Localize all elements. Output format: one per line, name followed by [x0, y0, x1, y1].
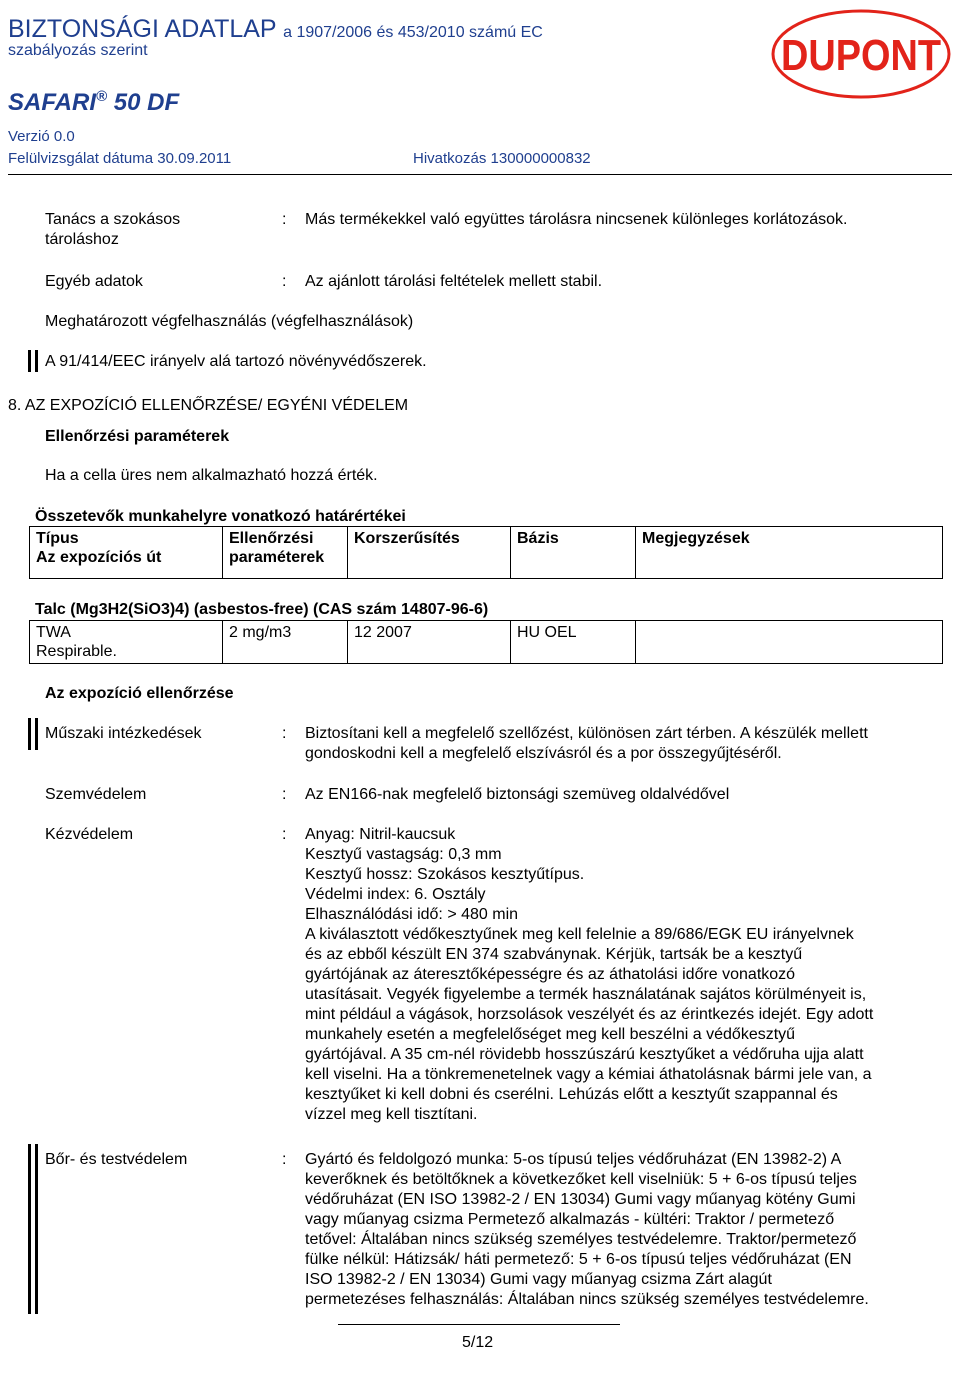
hand-line: vízzel meg kell tisztítani. [305, 1106, 478, 1123]
colon: : [282, 1151, 287, 1168]
hand-protection-value [305, 825, 873, 1125]
storage-advice-value: Más termékekkel való együttes tárolásra nincsenek különleges korlátozások. [305, 211, 848, 228]
revision-bar [35, 350, 38, 372]
engineering-label: Műszaki intézkedések [45, 725, 202, 742]
hand-line: A kiválasztott védőkesztyűnek meg kell felelnie a 89/686/EGK EU irányelvnek [305, 926, 854, 943]
other-data-label: Egyéb adatok [45, 273, 143, 290]
skin-line: tetővel: Általában nincs szükség személyes testvédelemre. Traktor/permetező [305, 1231, 857, 1248]
header-basis: Bázis [511, 527, 636, 579]
skin-line: védőruházat (EN ISO 13982-2 / EN 13034) Gumi vagy műanyag kötény Gumi [305, 1191, 856, 1208]
hand-line: Elhasználódási idő: > 480 min [305, 906, 519, 923]
header-params [223, 527, 348, 579]
specific-uses-text: A 91/414/EEC irányelv alá tartozó növényvédőszerek. [45, 353, 427, 370]
colon: : [282, 211, 287, 228]
version: Verzió 0.0 [8, 128, 75, 145]
colon: : [282, 826, 287, 843]
skin-line: Gyártó és feldolgozó munka: 5-os típusú teljes védőruházat (EN 13982-2) A [305, 1151, 842, 1168]
substance-name: Talc (Mg3H2(SiO3)4) (asbestos-free) (CAS szám 14807-96-6) [35, 601, 489, 618]
storage-advice-label [45, 210, 180, 250]
exposure-control-heading: Az expozíció ellenőrzése [45, 685, 234, 702]
eye-protection-value: Az EN166-nak megfelelő biztonsági szemüveg oldalvédővel [305, 786, 730, 803]
hand-line: Védelmi index: 6. Osztály [305, 886, 486, 903]
section-heading: 8. AZ EXPOZÍCIÓ ELLENŐRZÉSE/ EGYÉNI VÉDELEM [8, 397, 409, 414]
hand-line: kell viselni. Ha a tönkremenetelnek vagy a kémiai áthatolásnak bármi jele van, a [305, 1066, 872, 1083]
engineering-value-line1: Biztosítani kell a megfelelő szellőzést, különösen zárt térben. A készülék mellett [305, 725, 868, 742]
cell-type-line1: TWA [36, 624, 71, 641]
hand-line: Kesztyű hossz: Szokásos kesztyűtípus. [305, 866, 585, 883]
cell-param: 2 mg/m3 [223, 621, 348, 664]
skin-line: vagy műanyag csizma Permetező alkalmazás - kültéri: Traktor / permetező [305, 1211, 835, 1228]
header-params-line1: Ellenőrzési [229, 530, 314, 547]
product-name-main: SAFARI [8, 89, 97, 116]
colon: : [282, 786, 287, 803]
revision-bar [35, 718, 38, 750]
header-divider [8, 174, 952, 175]
product-suffix: 50 DF [113, 89, 180, 116]
hand-line: mint például a vágások, horzsolások veszélyét és az érintkezés idejét. Egy adott [305, 1006, 874, 1023]
colon: : [282, 273, 287, 290]
reference-number: Hivatkozás 130000000832 [413, 150, 591, 167]
hand-line: gyártójának az áteresztőképességre és az áthatolási időre vonatkozó [305, 966, 796, 983]
control-params-heading: Ellenőrzési paraméterek [45, 428, 230, 445]
specific-uses-heading: Meghatározott végfelhasználás (végfelhasználások) [45, 313, 414, 330]
hand-line: utasításait. Vegyék figyelembe a termék használatának sajátos körülményeit is, [305, 986, 867, 1003]
limits-data-table [29, 620, 943, 664]
cell-basis: HU OEL [511, 621, 636, 664]
revision-date: Felülvizsgálat dátuma 30.09.2011 [8, 150, 232, 167]
hand-line: kesztyűket ki kell dobni és cserélni. Lehúzás előtt a kesztyűt szappannal és [305, 1086, 838, 1103]
colon: : [282, 725, 287, 742]
skin-line: permetezéses felhasználás: Általában nincs szükség személyes testvédelemre. [305, 1291, 869, 1308]
cell-type-line2: Respirable. [36, 643, 117, 660]
empty-cell-note: Ha a cella üres nem alkalmazható hozzá érték. [45, 467, 378, 484]
engineering-value [305, 724, 868, 764]
eye-protection-label: Szemvédelem [45, 786, 147, 803]
title-main: BIZTONSÁGI ADATLAP [8, 15, 277, 43]
hand-line: Anyag: Nitril-kaucsuk [305, 826, 456, 843]
title-regulation-2: szabályozás szerint [8, 42, 148, 59]
page-number: 5/12 [462, 1334, 494, 1351]
revision-bar [28, 350, 31, 372]
limits-heading: Összetevők munkahelyre vonatkozó határértékei [35, 508, 406, 525]
header-type-line1: Típus [36, 530, 79, 547]
cell-remarks [636, 621, 943, 664]
skin-line: ISO 13982-2 / EN 13034) Gumi vagy műanyag csizma Zárt alagút [305, 1271, 772, 1288]
hand-line: Kesztyű vastagság: 0,3 mm [305, 846, 502, 863]
skin-protection-value [305, 1150, 869, 1310]
header-type [30, 527, 223, 579]
hand-line: munkahely esetén a megfelelőséget meg kell beszélni a védőkesztyű [305, 1026, 796, 1043]
header-remarks: Megjegyzések [636, 527, 943, 579]
footer-divider [338, 1324, 620, 1325]
svg-text:DUPONT: DUPONT [781, 31, 942, 80]
engineering-value-line2: gondoskodni kell a megfelelő elszívásról és a por összegyűjtéséről. [305, 745, 782, 762]
storage-advice-label-line2: tároláshoz [45, 231, 119, 248]
other-data-value: Az ajánlott tárolási feltételek mellett stabil. [305, 273, 603, 290]
skin-line: fülke nélkül: Hátizsák/ háti permetező: 5 + 6-os típusú teljes védőruházat (EN [305, 1251, 852, 1268]
skin-protection-label: Bőr- és testvédelem [45, 1151, 188, 1168]
hand-protection-label: Kézvédelem [45, 826, 134, 843]
storage-advice-label-line1: Tanács a szokásos [45, 211, 181, 228]
registered-mark: ® [96, 88, 108, 105]
product-name [8, 88, 179, 117]
hand-line: gyártójával. A 35 cm-nél rövidebb hosszúszárú kesztyűket a védőruha ujja alatt [305, 1046, 864, 1063]
header-update: Korszerűsítés [348, 527, 511, 579]
revision-bar [28, 1144, 31, 1314]
revision-bar [35, 1144, 38, 1314]
dupont-logo [770, 8, 952, 100]
limits-header-table [29, 526, 943, 579]
title-regulation: a 1907/2006 és 453/2010 számú EC [283, 24, 543, 41]
cell-type [30, 621, 223, 664]
hand-line: és az ebből készült EN 374 szabványnak. Kérjük, tartsák be a kesztyű [305, 946, 803, 963]
header-params-line2: paraméterek [229, 549, 325, 566]
cell-update: 12 2007 [348, 621, 511, 664]
revision-bar [28, 718, 31, 750]
header-type-line2: Az expozíciós út [36, 549, 162, 566]
skin-line: keverőknek és betöltőknek a következőket kell viselniük: 5 + 6-os típusú teljes [305, 1171, 857, 1188]
